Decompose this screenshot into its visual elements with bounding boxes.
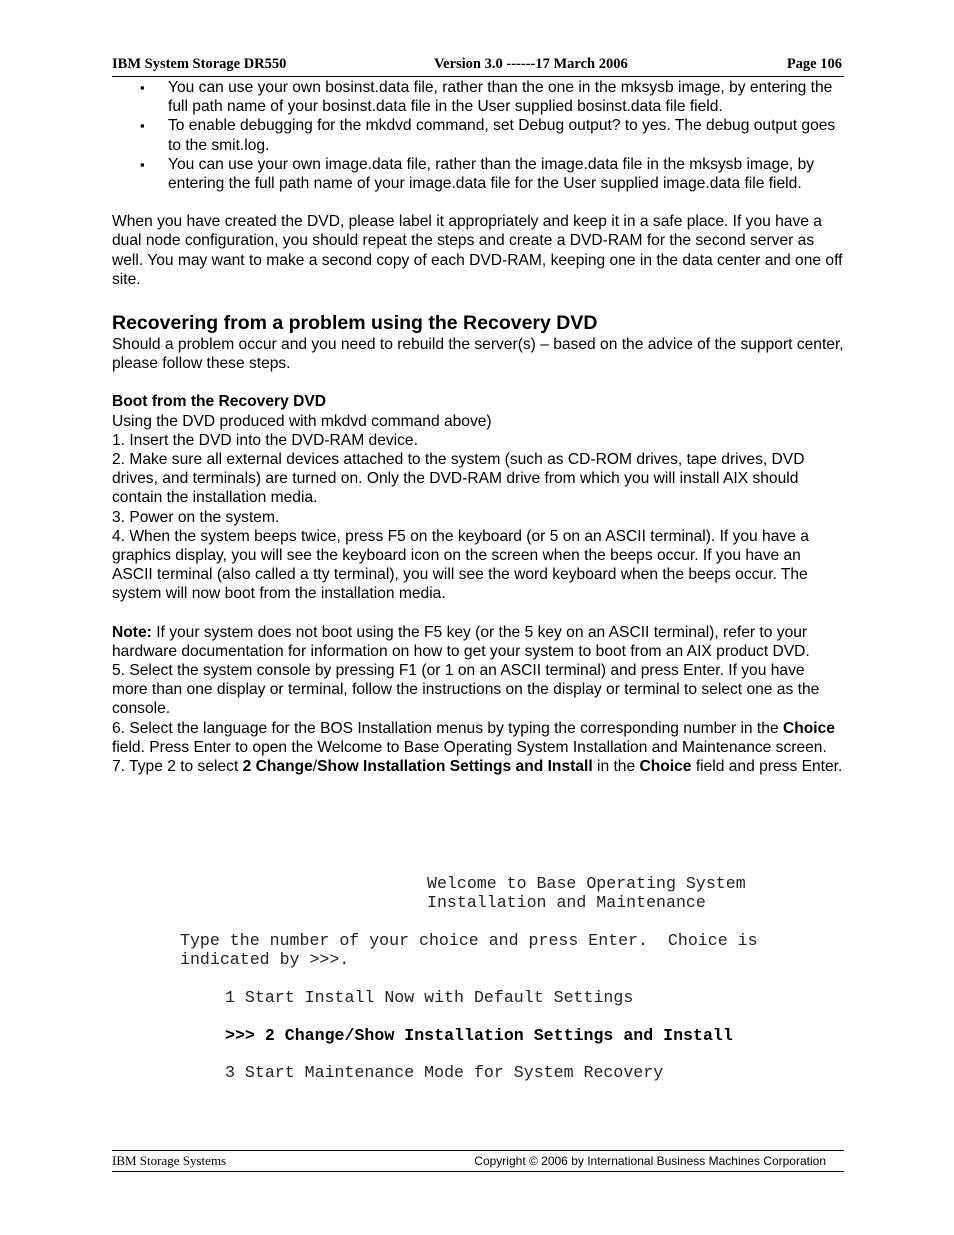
terminal-option-1: 1 Start Install Now with Default Settings <box>225 988 634 1007</box>
boot-using: Using the DVD produced with mkdvd command above) <box>112 412 492 430</box>
header-page-number: Page 106 <box>786 56 842 72</box>
terminal-option-3: 3 Start Maintenance Mode for System Recovery <box>225 1063 664 1082</box>
note-text: If your system does not boot using the F5 key (or the 5 key on an ASCII terminal), refer to your hardware documentation for information on how to get your system to boot from an AIX product DVD. <box>112 623 810 660</box>
boot-heading: Boot from the Recovery DVD <box>112 393 327 411</box>
terminal-option-2-selected: >>> 2 Change/Show Installation Settings and Install <box>225 1026 733 1045</box>
note-label: Note: <box>112 623 152 641</box>
step-7: 7. Type 2 to select 2 Change/Show Installation Settings and Install in the Choice field and press Enter. <box>112 758 843 776</box>
terminal-prompt-line-2: indicated by >>>. <box>180 950 350 969</box>
page-header <box>112 56 844 77</box>
bullet-list <box>112 78 844 193</box>
step-3: 3. Power on the system. <box>112 508 280 526</box>
step-1: 1. Insert the DVD into the DVD-RAM device. <box>112 431 418 449</box>
header-version: Version 3.0 ------17 March 2006 <box>434 56 628 72</box>
step-5: 5. Select the system console by pressing F1 (or 1 on an ASCII terminal) and press Enter. If you have more than one display or terminal, follow the instructions on the display or terminal to select one as the console. <box>112 662 820 718</box>
intro-paragraph: When you have created the DVD, please label it appropriately and keep it in a safe place. If you have a dual node configuration, you should repeat the steps and create a DVD-RAM for the second server as well. You may want to make a second copy of each DVD-RAM, keeping one in the data center and one off site. <box>112 213 843 288</box>
note-paragraph <box>112 623 844 661</box>
header-doc-title: IBM System Storage DR550 <box>112 56 287 72</box>
page-footer <box>112 1150 844 1172</box>
terminal-title-line-2: Installation and Maintenance <box>427 893 706 912</box>
bullet-item: ▪ To enable debugging for the mkdvd command, set Debug output? to yes. The debug output goes to the smit.log. <box>112 116 844 154</box>
section-lead: Should a problem occur and you need to rebuild the server(s) – based on the advice of the support center, please follow these steps. <box>112 336 844 373</box>
bullet-item: ▪ You can use your own image.data file, rather than the image.data file in the mksysb image, by entering the full path name of your image.data file for the User supplied image.data file field. <box>112 155 844 193</box>
section-heading: Recovering from a problem using the Recovery DVD <box>112 312 598 335</box>
terminal-title-line-1: Welcome to Base Operating System <box>427 874 746 893</box>
terminal-prompt-line-1: Type the number of your choice and press Enter. Choice is <box>180 931 758 950</box>
document-body <box>112 78 844 776</box>
footer-company: IBM Storage Systems <box>112 1153 227 1168</box>
step-4: 4. When the system beeps twice, press F5 on the keyboard (or 5 on an ASCII terminal). If you have a graphics display, you will see the keyboard icon on the screen when the beeps occur. If you have an ASCII terminal (also called a tty terminal), you will see the word keyboard when the beeps occur. The system will now boot from the installation media. <box>112 527 809 603</box>
footer-copyright: Copyright © 2006 by International Business Machines Corporation <box>474 1154 826 1168</box>
step-6: 6. Select the language for the BOS Installation menus by typing the corresponding number in the Choice field. Press Enter to open the Welcome to Base Operating System Installation and Maintenance screen. <box>112 719 835 756</box>
step-2: 2. Make sure all external devices attached to the system (such as CD-ROM drives, tape drives, DVD drives, and terminals) are turned on. Only the DVD-RAM drive from which you will install AIX should contain the installation media. <box>112 451 805 507</box>
bullet-item: ▪ You can use your own bosinst.data file, rather than the one in the mksysb image, by entering the full path name of your bosinst.data file in the User supplied bosinst.data file field. <box>112 78 844 116</box>
